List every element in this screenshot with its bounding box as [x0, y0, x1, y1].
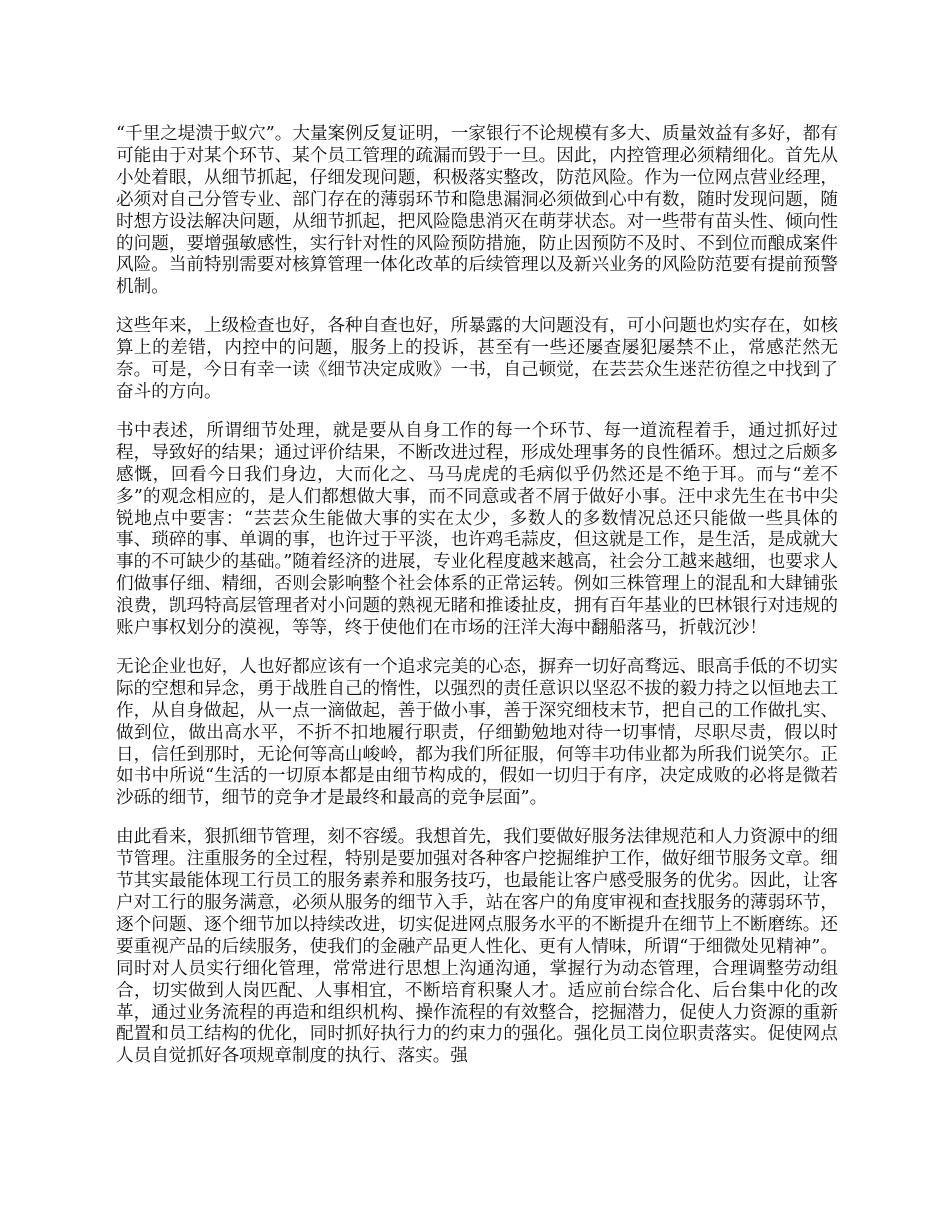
document-body — [116, 124, 838, 1085]
paragraph-2: 这些年来，上级检查也好，各种自查也好，所暴露的大问题没有，可小问题也灼实存在，如核算上的差错，内控中的问题，服务上的投诉，甚至有一些还屡查屡犯屡禁不止，常感茫然无奈。可是，今日有幸一读《细节决定成败》一书，自己顿觉，在芸芸众生迷茫彷徨之中找到了奋斗的方向。 — [116, 316, 838, 402]
paragraph-1: “千里之堤溃于蚁穴”。大量案例反复证明，一家银行不论规模有多大、质量效益有多好，都有可能由于对某个环节、某个员工管理的疏漏而毁于一旦。因此，内控管理必须精细化。首先从小处着眼，从细节抓起，仔细发现问题，积极落实整改，防范风险。作为一位网点营业经理，必须对自己分管专业、部门存在的薄弱环节和隐患漏洞必须做到心中有数，随时发现问题，随时想方设法解决问题，从细节抓起，把风险隐患消灭在萌芽状态。对一些带有苗头性、倾向性的问题，要增强敏感性，实行针对性的风险预防措施，防止因预防不及时、不到位而酿成案件风险。当前特别需要对核算管理一体化改革的后续管理以及新兴业务的风险防范要有提前预警机制。 — [116, 124, 838, 298]
paragraph-5: 由此看来，狠抓细节管理，刻不容缓。我想首先，我们要做好服务法律规范和人力资源中的细节管理。注重服务的全过程，特别是要加强对各种客户挖掘维护工作，做好细节服务文章。细节其实最能体现工行员工的服务素养和服务技巧，也最能让客户感受服务的优劣。因此，让客户对工行的服务满意，必须从服务的细节入手，站在客户的角度审视和查找服务的薄弱环节，逐个问题、逐个细节加以持续改进，切实促进网点服务水平的不断提升在细节上不断磨练。还要重视产品的后续服务，使我们的金融产品更人性化、更有人情味，所谓“于细微处见精神”。同时对人员实行细化管理，常常进行思想上沟通沟通，掌握行为动态管理，合理调整劳动组合，切实做到人岗匹配、人事相宜，不断培育积聚人才。适应前台综合化、后台集中化的改革，通过业务流程的再造和组织机构、操作流程的有效整合，挖掘潜力，促使人力资源的重新配置和员工结构的优化，同时抓好执行力的约束力的强化。强化员工岗位职责落实。促使网点人员自觉抓好各项规章制度的执行、落实。强 — [116, 827, 838, 1067]
paragraph-4: 无论企业也好，人也好都应该有一个追求完美的心态，摒弃一切好高骛远、眼高手低的不切实际的空想和异念，勇于战胜自己的惰性，以强烈的责任意识以坚忍不拔的毅力持之以恒地去工作，从自身做起，从一点一滴做起，善于做小事，善于深究细枝末节，把自己的工作做扎实、做到位，做出高水平，不折不扣地履行职责，仔细勤勉地对待一切事情，尽职尽责，假以时日，信任到那时，无论何等高山峻岭，都为我们所征服，何等丰功伟业都为所我们说笑尔。正如书中所说“生活的一切原本都是由细节构成的，假如一切归于有序，决定成败的必将是微若沙砾的细节，细节的竞争才是最终和最高的竞争层面”。 — [116, 656, 838, 809]
paragraph-3: 书中表述，所谓细节处理，就是要从自身工作的每一个环节、每一道流程着手，通过抓好过程，导致好的结果；通过评价结果，不断改进过程，形成处理事务的良性循环。想过之后颇多感慨，回看今日我们身边，大而化之、马马虎虎的毛病似乎仍然还是不绝于耳。而与“差不多”的观念相应的，是人们都想做大事，而不同意或者不屑于做好小事。汪中求先生在书中尖锐地点中要害：“芸芸众生能做大事的实在太少，多数人的多数情况总还只能做一些具体的事、琐碎的事、单调的事，也许过于平淡，也许鸡毛蒜皮，但这就是工作，是生活，是成就大事的不可缺少的基础。”随着经济的进展，专业化程度越来越高，社会分工越来越细，也要求人们做事仔细、精细，否则会影响整个社会体系的正常运转。例如三株管理上的混乱和大肆铺张浪费，凯玛特高层管理者对小问题的熟视无睹和推诿扯皮，拥有百年基业的巴林银行对违规的账户事权划分的漠视，等等，终于使他们在市场的汪洋大海中翻船落马，折戟沉沙！ — [116, 420, 838, 639]
